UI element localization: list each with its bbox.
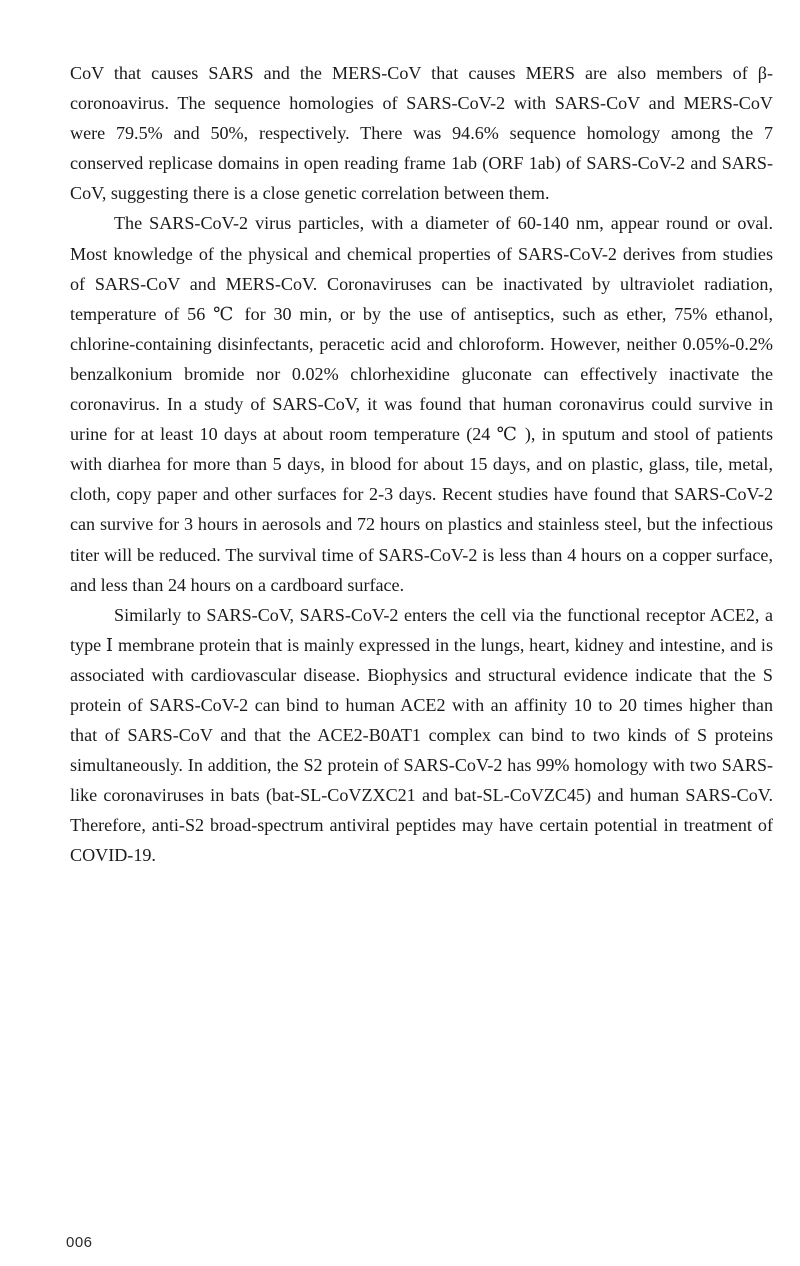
paragraph-ace2-receptor: Similarly to SARS-CoV, SARS-CoV-2 enters the cell via the functional receptor ACE2, a type Ⅰ membrane protein that is mainly expressed in the lungs, heart, kidney and intestine, and is associated with cardiovascular disease. Biophysics and structural evidence indicate that the S protein of SARS-CoV-2 can bind to human ACE2 with an affinity 10 to 20 times higher than that of SARS-CoV and that the ACE2-B0AT1 complex can bind to two kinds of S proteins simultaneously. In addition, the S2 protein of SARS-CoV-2 has 99% homology with two SARS-like coronaviruses in bats (bat-SL-CoVZXC21 and bat-SL-CoVZC45) and human SARS-CoV. Therefore, anti-S2 broad-spectrum antiviral peptides may have certain potential in treatment of COVID-19. [70, 604, 773, 866]
page-number: 006 [66, 1234, 93, 1251]
page-body [70, 58, 773, 871]
paragraph-coronavirus-homology: CoV that causes SARS and the MERS-CoV that causes MERS are also members of β-coronoavirus. The sequence homologies of SARS-CoV-2 with SARS-CoV and MERS-CoV were 79.5% and 50%, respectively. There was 94.6% sequence homology among the 7 conserved replicase domains in open reading frame 1ab (ORF 1ab) of SARS-CoV-2 and SARS-CoV, suggesting there is a close genetic correlation between them. [70, 63, 773, 204]
paragraph-physical-properties: The SARS-CoV-2 virus particles, with a diameter of 60-140 nm, appear round or oval. Most knowledge of the physical and chemical properties of SARS-CoV-2 derives from studies of SARS-CoV and MERS-CoV. Coronaviruses can be inactivated by ultraviolet radiation, temperature of 56 ℃ for 30 min, or by the use of antiseptics, such as ether, 75% ethanol, chlorine-containing disinfectants, peracetic acid and chloroform. However, neither 0.05%-0.2% benzalkonium bromide nor 0.02% chlorhexidine gluconate can effectively inactivate the coronavirus. In a study of SARS-CoV, it was found that human coronavirus could survive in urine for at least 10 days at about room temperature (24 ℃ ), in sputum and stool of patients with diarhea for more than 5 days, in blood for about 15 days, and on plastic, glass, tile, metal, cloth, copy paper and other surfaces for 2-3 days. Recent studies have found that SARS-CoV-2 can survive for 3 hours in aerosols and 72 hours on plastics and stainless steel, but the infectious titer will be reduced. The survival time of SARS-CoV-2 is less than 4 hours on a copper surface, and less than 24 hours on a cardboard surface. [70, 213, 773, 595]
